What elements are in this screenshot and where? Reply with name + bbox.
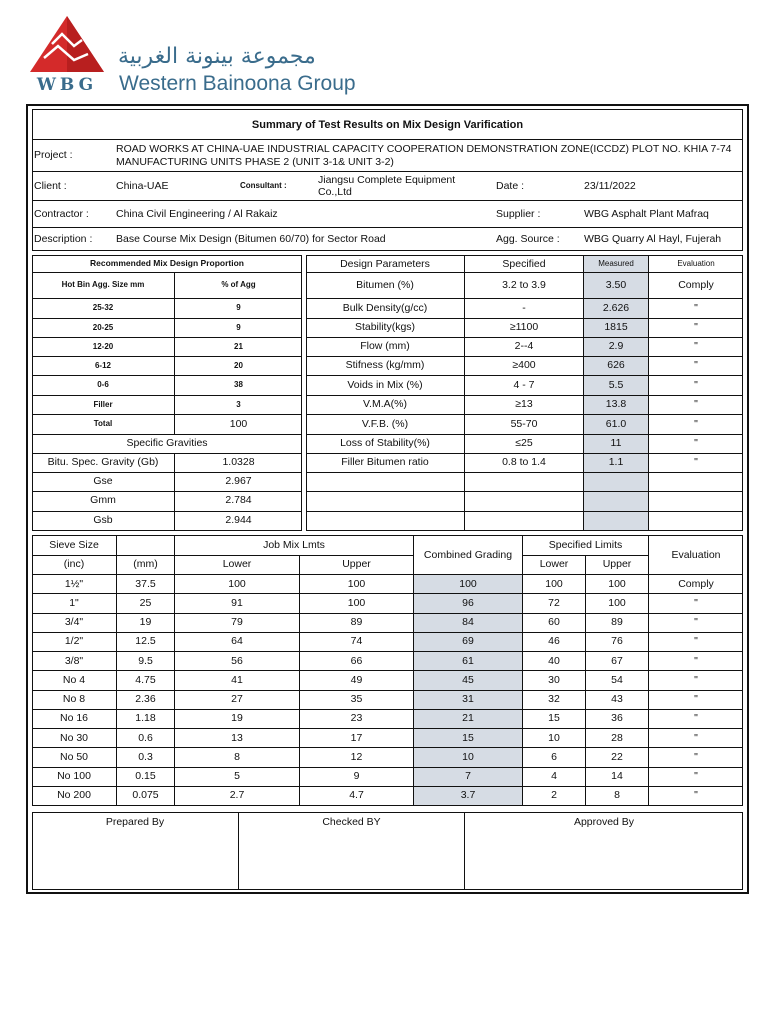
- gravities-title: Specific Gravities: [126, 437, 208, 450]
- jml-lower-cell: 64: [231, 635, 243, 648]
- supplier-value: WBG Asphalt Plant Mafraq: [584, 207, 709, 220]
- design-eval-cell: ": [694, 398, 698, 411]
- spec-lower-header: Lower: [539, 558, 569, 571]
- spec-lower-cell: 32: [548, 693, 560, 706]
- design-param-cell: Loss of Stability(%): [340, 437, 430, 450]
- measured-header: Measured: [598, 259, 634, 269]
- spec-lower-cell: 4: [551, 770, 557, 783]
- sieve-eval-cell: ": [694, 712, 698, 725]
- combined-grading-cell: 69: [462, 635, 474, 648]
- jml-lower-cell: 41: [231, 673, 243, 686]
- mix-size-cell: 20-25: [92, 322, 114, 332]
- sieve-eval-cell: ": [694, 770, 698, 783]
- gravity-value: 1.0328: [222, 456, 255, 469]
- job-mix-header: Job Mix Lmts: [263, 539, 325, 552]
- design-measured-cell: 5.5: [608, 378, 624, 391]
- design-measured-cell: 2.626: [602, 301, 630, 314]
- design-spec-cell: 4 - 7: [513, 378, 535, 391]
- design-eval-cell: ": [694, 359, 698, 372]
- design-eval-cell: Comply: [678, 278, 714, 291]
- jml-upper-cell: 12: [350, 750, 363, 763]
- design-eval-cell: ": [694, 437, 698, 450]
- sieve-mm-cell: 1.18: [135, 712, 156, 725]
- spec-upper-cell: 8: [614, 789, 620, 802]
- inc-header: (inc): [63, 558, 85, 571]
- sieve-eval-cell: Comply: [678, 577, 714, 590]
- sieve-eval-cell: ": [694, 750, 698, 763]
- design-spec-cell: ≥1100: [509, 321, 539, 334]
- combined-grading-cell: 84: [462, 616, 474, 629]
- design-spec-cell: 55-70: [510, 417, 538, 430]
- sieve-mm-cell: 9.5: [138, 654, 153, 667]
- gravity-value: 2.944: [225, 514, 252, 527]
- design-measured-cell: 2.9: [608, 340, 624, 353]
- combined-grading-cell: 31: [462, 693, 474, 706]
- design-spec-cell: 3.2 to 3.9: [502, 278, 546, 291]
- sieve-mm-cell: 0.3: [138, 750, 153, 763]
- mm-header: (mm): [133, 558, 158, 571]
- description-value: Base Course Mix Design (Bitumen 60/70) for Sector Road: [116, 233, 386, 246]
- logo-text: WBG: [36, 75, 98, 94]
- mix-size-cell: 6-12: [94, 360, 111, 370]
- mix-size-cell: 25-32: [92, 303, 114, 313]
- design-eval-cell: ": [694, 340, 698, 353]
- jml-lower-cell: 79: [231, 616, 243, 629]
- jml-lower-cell: 13: [231, 731, 243, 744]
- jml-upper-cell: 4.7: [349, 789, 364, 802]
- gravity-label: Gse: [93, 475, 113, 488]
- jml-upper-cell: 100: [347, 577, 366, 590]
- mix-size-cell: Total: [93, 419, 113, 429]
- pct-agg-header: % of Agg: [221, 280, 256, 290]
- design-measured-cell: 1.1: [608, 456, 624, 469]
- brand-name-arabic: مجموعة بينونة الغربية: [118, 44, 316, 69]
- gravity-label: Gsb: [93, 514, 113, 527]
- mix-proportion-title: Recommended Mix Design Proportion: [90, 258, 244, 269]
- jml-lower-cell: 8: [234, 750, 240, 763]
- spec-upper-header: Upper: [602, 558, 632, 571]
- jml-upper-cell: 9: [353, 770, 360, 783]
- design-param-cell: Stability(kgs): [354, 321, 416, 334]
- design-param-cell: Bitumen (%): [356, 278, 414, 291]
- mix-pct-cell: 100: [229, 417, 248, 430]
- design-param-cell: V.M.A(%): [363, 398, 407, 411]
- spec-upper-cell: 100: [608, 596, 626, 609]
- combined-grading-cell: 100: [459, 577, 477, 590]
- jml-lower-cell: 2.7: [229, 789, 245, 802]
- design-spec-cell: ≥400: [512, 359, 536, 372]
- design-param-cell: Stifness (kg/mm): [345, 359, 425, 372]
- jml-lower-cell: 5: [234, 770, 240, 783]
- design-eval-cell: ": [694, 378, 698, 391]
- consultant-label: Consultant :: [240, 181, 287, 191]
- jml-upper-cell: 35: [350, 693, 363, 706]
- sieve-size-header: Sieve Size: [49, 539, 99, 552]
- sieve-inc-cell: No 50: [59, 750, 89, 763]
- jml-lower-cell: 19: [231, 712, 243, 725]
- design-param-cell: Filler Bitumen ratio: [341, 456, 429, 469]
- sieve-eval-cell: ": [694, 654, 698, 667]
- sieve-mm-cell: 12.5: [135, 635, 156, 648]
- design-param-cell: Flow (mm): [360, 340, 410, 353]
- sieve-eval-cell: ": [694, 673, 698, 686]
- mix-pct-cell: 3: [236, 399, 241, 409]
- mix-pct-cell: 38: [234, 380, 243, 390]
- hot-bin-size-header: Hot Bin Agg. Size mm: [61, 280, 145, 290]
- gravity-value: 2.967: [225, 475, 252, 488]
- project-value: ROAD WORKS AT CHINA-UAE INDUSTRIAL CAPACITY COOPERATION DEMONSTRATION ZONE(ICCDZ) PLOT NO. KHIA 7-74 MANUFACTURING UNITS PHASE 2 (UNIT 3-1& UNIT 3-2): [116, 143, 732, 168]
- gravity-label: Gmm: [90, 494, 116, 507]
- spec-lower-cell: 40: [548, 654, 560, 667]
- sieve-inc-cell: No 16: [59, 712, 89, 725]
- spec-upper-cell: 67: [611, 654, 623, 667]
- date-label: Date :: [496, 179, 525, 192]
- design-param-header: Design Parameters: [340, 257, 430, 270]
- spec-upper-cell: 43: [611, 693, 623, 706]
- mix-size-cell: Filler: [93, 399, 113, 409]
- spec-upper-cell: 22: [611, 750, 623, 763]
- sieve-mm-cell: 19: [139, 616, 152, 629]
- client-value: China-UAE: [116, 179, 169, 192]
- project-label: Project :: [34, 149, 73, 162]
- report-title: Summary of Test Results on Mix Design Varification: [251, 118, 524, 131]
- design-eval-cell: ": [694, 301, 698, 314]
- client-label: Client :: [34, 179, 67, 192]
- date-value: 23/11/2022: [584, 179, 636, 192]
- jml-upper-cell: 49: [350, 673, 363, 686]
- checked-by-label: Checked BY: [322, 815, 381, 828]
- spec-upper-cell: 89: [611, 616, 623, 629]
- sieve-eval-cell: ": [694, 635, 698, 648]
- description-label: Description :: [34, 233, 93, 246]
- mix-pct-cell: 9: [236, 322, 241, 332]
- combined-grading-cell: 96: [462, 596, 474, 609]
- sieve-inc-cell: No 8: [62, 693, 86, 706]
- sieve-inc-cell: 3/8": [64, 654, 84, 667]
- wbg-logo: [22, 14, 112, 94]
- spec-lower-cell: 6: [551, 750, 557, 763]
- combined-grading-cell: 7: [465, 770, 471, 783]
- spec-upper-cell: 54: [611, 673, 623, 686]
- sieve-inc-cell: No 4: [62, 673, 86, 686]
- jml-lower-cell: 27: [231, 693, 243, 706]
- sieve-mm-cell: 37.5: [135, 577, 156, 590]
- sieve-mm-cell: 0.075: [132, 789, 159, 802]
- design-param-cell: Bulk Density(g/cc): [342, 301, 428, 314]
- design-measured-cell: 11: [610, 437, 622, 450]
- mix-size-cell: 12-20: [92, 341, 114, 351]
- mix-pct-cell: 20: [234, 360, 243, 370]
- agg-source-label: Agg. Source :: [496, 233, 560, 246]
- jml-upper-cell: 23: [350, 712, 363, 725]
- jml-lower-cell: 56: [231, 654, 243, 667]
- spec-upper-cell: 36: [611, 712, 623, 725]
- design-spec-cell: -: [522, 301, 526, 314]
- jml-upper-cell: 17: [350, 731, 363, 744]
- combined-grading-cell: 45: [462, 673, 474, 686]
- spec-upper-cell: 28: [611, 731, 623, 744]
- sieve-inc-cell: No 100: [57, 770, 91, 783]
- spec-upper-cell: 76: [611, 635, 623, 648]
- design-param-cell: V.F.B. (%): [361, 417, 409, 430]
- spec-lower-cell: 10: [548, 731, 560, 744]
- design-measured-cell: 3.50: [605, 278, 627, 291]
- spec-lower-cell: 2: [551, 789, 557, 802]
- design-param-cell: Voids in Mix (%): [347, 378, 423, 391]
- design-measured-cell: 61.0: [605, 417, 627, 430]
- combined-grading-cell: 61: [462, 654, 474, 667]
- design-spec-cell: ≥13: [515, 398, 533, 411]
- sieve-inc-cell: 1½": [64, 577, 84, 590]
- approved-by-label: Approved By: [573, 815, 635, 828]
- jml-upper-cell: 89: [350, 616, 363, 629]
- design-spec-cell: ≤25: [515, 437, 533, 450]
- design-measured-cell: 626: [607, 359, 625, 372]
- spec-lower-cell: 46: [548, 635, 560, 648]
- sieve-mm-cell: 0.15: [135, 770, 156, 783]
- sieve-mm-cell: 2.36: [135, 693, 156, 706]
- combined-grading-cell: 10: [462, 750, 474, 763]
- mix-size-cell: 0-6: [97, 380, 109, 390]
- design-measured-cell: 13.8: [605, 398, 627, 411]
- specified-limits-header: Specified Limits: [548, 539, 623, 552]
- design-spec-cell: 0.8 to 1.4: [502, 456, 546, 469]
- combined-grading-header: Combined Grading: [423, 548, 513, 561]
- brand-name-english: Western Bainoona Group: [119, 72, 356, 95]
- sieve-eval-cell: ": [694, 616, 698, 629]
- gravity-label: Bitu. Spec. Gravity (Gb): [47, 456, 159, 469]
- design-eval-cell: ": [694, 456, 698, 469]
- sieve-eval-cell: ": [694, 596, 698, 609]
- jml-upper-cell: 74: [350, 635, 363, 648]
- spec-upper-cell: 14: [611, 770, 623, 783]
- consultant-value: Jiangsu Complete Equipment Co.,Ltd: [318, 173, 456, 198]
- spec-upper-cell: 100: [608, 577, 626, 590]
- sieve-inc-cell: 3/4": [64, 616, 84, 629]
- mix-pct-cell: 9: [236, 303, 241, 313]
- sieve-evaluation-header: Evaluation: [671, 548, 721, 561]
- design-eval-cell: ": [694, 417, 698, 430]
- sieve-inc-cell: 1/2": [64, 635, 84, 648]
- agg-source-value: WBG Quarry Al Hayl, Fujerah: [584, 233, 722, 246]
- sieve-eval-cell: ": [694, 693, 698, 706]
- spec-lower-cell: 72: [548, 596, 560, 609]
- sieve-mm-cell: 4.75: [135, 673, 156, 686]
- mix-pct-cell: 21: [234, 341, 243, 351]
- jml-upper-cell: 100: [347, 596, 366, 609]
- jml-lower-cell: 91: [231, 596, 243, 609]
- sieve-inc-cell: 1": [69, 596, 79, 609]
- sieve-inc-cell: No 30: [59, 731, 89, 744]
- sieve-mm-cell: 0.6: [138, 731, 153, 744]
- design-spec-cell: 2--4: [514, 340, 534, 353]
- contractor-label: Contractor :: [34, 207, 89, 220]
- jml-lower-header: Lower: [222, 558, 252, 571]
- spec-lower-cell: 100: [545, 577, 563, 590]
- spec-lower-cell: 60: [548, 616, 560, 629]
- combined-grading-cell: 3.7: [460, 789, 476, 802]
- jml-upper-cell: 66: [350, 654, 363, 667]
- specified-header: Specified: [502, 257, 546, 270]
- jml-lower-cell: 100: [228, 577, 246, 590]
- gravity-value: 2.784: [225, 494, 252, 507]
- prepared-by-label: Prepared By: [105, 815, 165, 828]
- sieve-eval-cell: ": [694, 731, 698, 744]
- jml-upper-header: Upper: [342, 558, 371, 571]
- design-measured-cell: 1815: [604, 321, 628, 334]
- evaluation-header: Evaluation: [677, 259, 715, 269]
- design-eval-cell: ": [694, 321, 698, 334]
- spec-lower-cell: 30: [548, 673, 560, 686]
- supplier-label: Supplier :: [496, 207, 541, 220]
- spec-lower-cell: 15: [548, 712, 560, 725]
- combined-grading-cell: 21: [462, 712, 474, 725]
- sieve-eval-cell: ": [694, 789, 698, 802]
- sieve-mm-cell: 25: [139, 596, 152, 609]
- combined-grading-cell: 15: [462, 731, 474, 744]
- sieve-inc-cell: No 200: [57, 789, 91, 802]
- contractor-value: China Civil Engineering / Al Rakaiz: [116, 207, 278, 220]
